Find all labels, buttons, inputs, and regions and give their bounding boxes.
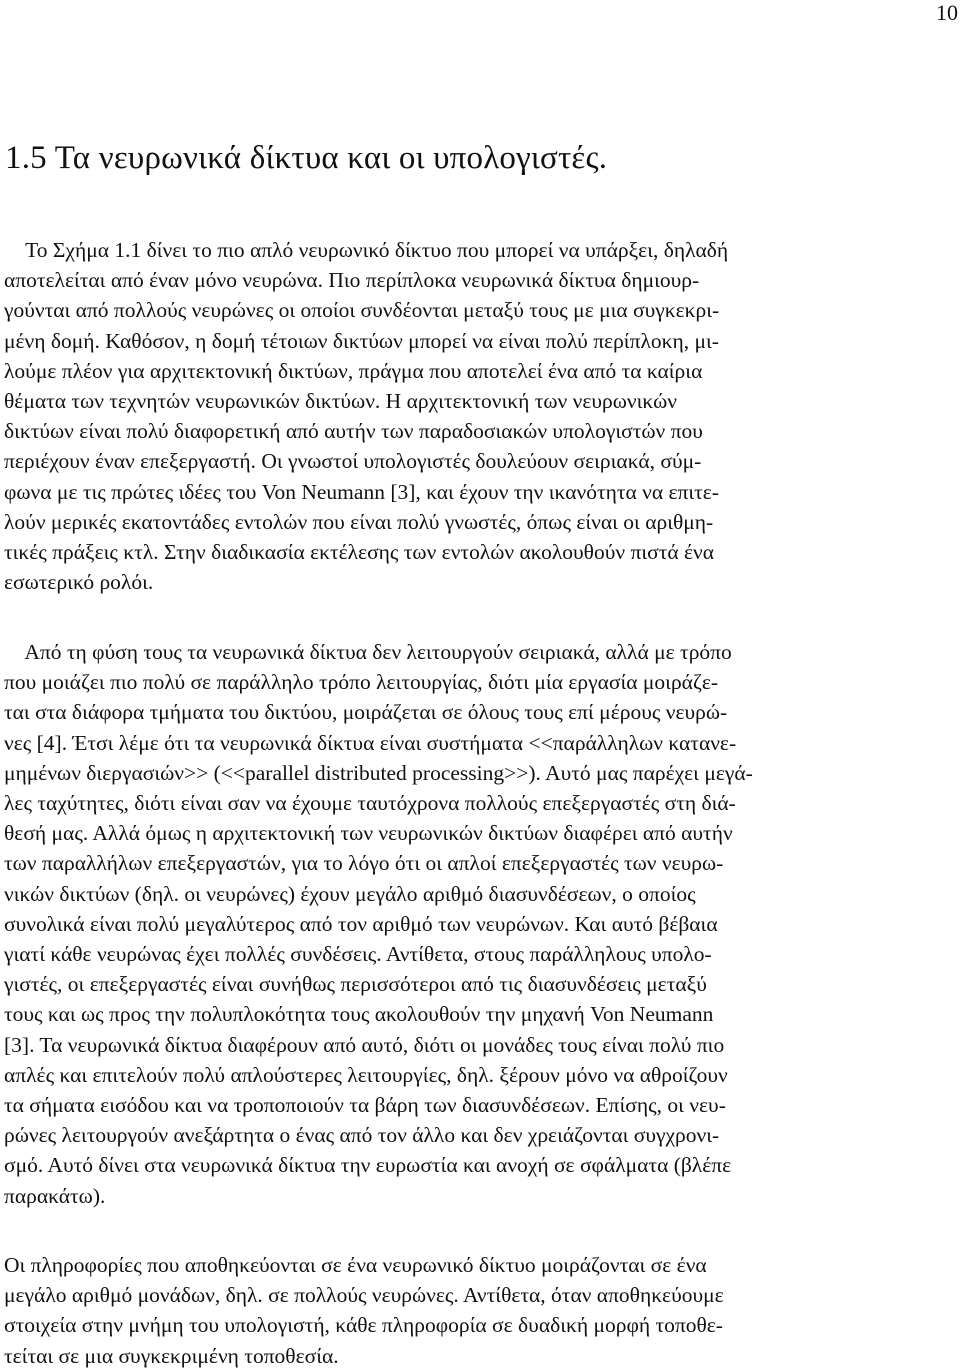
text-line: των παραλλήλων επεξεργαστών, για το λόγο ότι οι απλοί επεξεργαστές των νευρω- (4, 851, 724, 876)
text-line: στοιχεία στην μνήμη του υπολογιστή, κάθε πληροφορία σε δυαδική μορφή τοποθε- (4, 1313, 723, 1338)
text-line: μημένων διεργασιών>> (<<parallel distributed processing>>). Αυτό μας παρέχει μεγά- (4, 760, 753, 785)
text-line: περιέχουν έναν επεξεργαστή. Οι γνωστοί υπολογιστές δουλεύουν σειριακά, σύμ- (4, 449, 702, 474)
page-number: 10 (936, 0, 958, 25)
text-line: σμό. Αυτό δίνει στα νευρωνικά δίκτυα την ευρωστία και ανοχή σε σφάλματα (βλέπε (4, 1153, 732, 1178)
text-line: λες ταχύτητες, διότι είναι σαν να έχουμε ταυτόχρονα πολλούς επεξεργαστές στη διά- (4, 791, 736, 816)
text-line: τους και ως προς την πολυπλοκότητα τους ακολουθούν την μηχανή Von Neumann (4, 1002, 714, 1027)
text-line: [3]. Τα νευρωνικά δίκτυα διαφέρουν από αυτό, διότι οι μονάδες τους είναι πολύ πιο (4, 1032, 725, 1057)
text-line: γιατί κάθε νευρώνας έχει πολλές συνδέσεις. Αντίθετα, στους παράλληλους υπολο- (4, 942, 712, 967)
text-line: τείται σε μια συγκεκριμένη τοποθεσία. (4, 1343, 339, 1368)
text-line: νικών δικτύων (δηλ. οι νευρώνες) έχουν μεγάλο αριθμό διασυνδέσεων, ο οποίος (4, 881, 696, 906)
text-line: νες [4]. Έτσι λέμε ότι τα νευρωνικά δίκτυα είναι συστήματα <<παράλληλων κατανε- (4, 730, 737, 755)
section-title: 1.5 Τα νευρωνικά δίκτυα και οι υπολογιστές. (5, 140, 608, 176)
text-line: αποτελείται από έναν μόνο νευρώνα. Πιο περίπλοκα νευρωνικά δίκτυα δημιουρ- (4, 268, 700, 293)
paragraph-3 (4, 1250, 904, 1371)
text-line: Το Σχήμα 1.1 δίνει το πιο απλό νευρωνικό δίκτυο που μπορεί να υπάρξει, δηλαδή (4, 238, 729, 262)
text-line: γούνται από πολλούς νευρώνες οι οποίοι συνδέονται μεταξύ τους με μια συγκεκρι- (4, 298, 720, 323)
text-line: Από τη φύση τους τα νευρωνικά δίκτυα δεν λειτουργούν σειριακά, αλλά με τρόπο (4, 640, 732, 664)
paragraph-2 (4, 637, 904, 1211)
text-line: μένη δομή. Καθόσον, η δομή τέτοιων δικτύων μπορεί να είναι πολύ περίπλοκη, μι- (4, 328, 719, 353)
text-line: τικές πράξεις κτλ. Στην διαδικασία εκτέλεσης των εντολών ακολουθούν πιστά ένα (4, 540, 714, 565)
text-line: που μοιάζει πιο πολύ σε παράλληλο τρόπο λειτουργίας, διότι μία εργασία μοιράζε- (4, 670, 719, 695)
text-line: ρώνες λειτουργούν ανεξάρτητα ο ένας από τον άλλο και δεν χρειάζονται συγχρονι- (4, 1123, 720, 1148)
paragraph-1 (4, 235, 904, 597)
text-line: τα σήματα εισόδου και να τροποποιούν τα βάρη των διασυνδέσεων. Επίσης, οι νευ- (4, 1093, 726, 1118)
text-line: μεγάλο αριθμό μονάδων, δηλ. σε πολλούς νευρώνες. Αντίθετα, όταν αποθηκεύουμε (4, 1283, 724, 1308)
text-line: Οι πληροφορίες που αποθηκεύονται σε ένα νευρωνικό δίκτυο μοιράζονται σε ένα (4, 1253, 707, 1277)
text-line: απλές και επιτελούν πολύ απλούστερες λειτουργίες, δηλ. ξέρουν μόνο να αθροίζουν (4, 1062, 728, 1087)
text-line: λούν μερικές εκατοντάδες εντολών που είναι πολύ γνωστές, όπως είναι οι αριθμη- (4, 509, 714, 534)
text-line: θέματα των τεχνητών νευρωνικών δικτύων. Η αρχιτεκτονική των νευρωνικών (4, 389, 677, 414)
text-line: ται στα διάφορα τμήματα του δικτύου, μοιράζεται σε όλους τους επί μέρους νευρώ- (4, 700, 728, 725)
text-line: εσωτερικό ρολόι. (4, 570, 154, 595)
text-line: φωνα με τις πρώτες ιδέες του Von Neumann [3], και έχουν την ικανότητα να επιτε- (4, 479, 719, 504)
text-line: θεσή μας. Αλλά όμως η αρχιτεκτονική των νευρωνικών δικτύων διαφέρει από αυτήν (4, 821, 733, 846)
text-line: συνολικά είναι πολύ μεγαλύτερος από τον αριθμό των νευρώνων. Και αυτό βέβαια (4, 911, 718, 936)
text-line: γιστές, οι επεξεργαστές είναι συνήθως περισσότεροι από τις διασυνδέσεις μεταξύ (4, 972, 707, 997)
text-line: λούμε πλέον για αρχιτεκτονική δικτύων, πράγμα που αποτελεί ένα από τα καίρια (4, 358, 703, 383)
text-line: παρακάτω). (4, 1183, 106, 1208)
text-line: δικτύων είναι πολύ διαφορετική από αυτήν των παραδοσιακών υπολογιστών που (4, 419, 703, 444)
